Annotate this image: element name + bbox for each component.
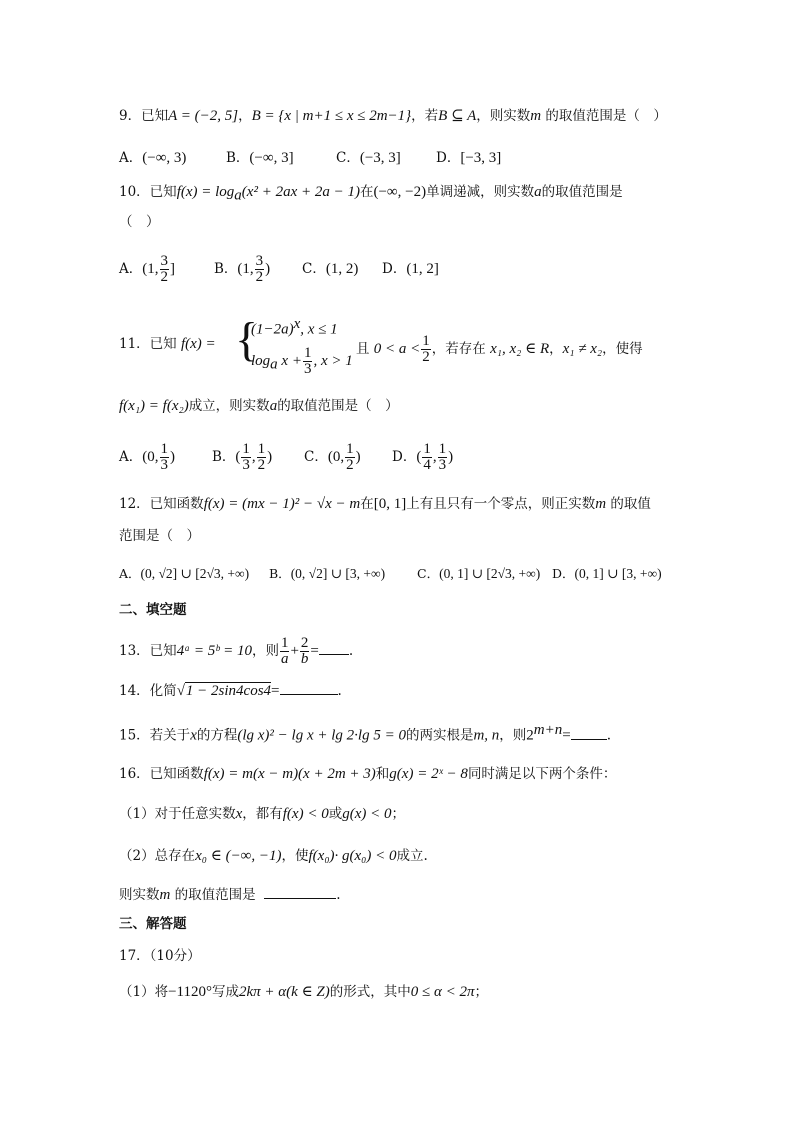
q15-end: . (606, 727, 612, 744)
q12-func: f(x) = (mx − 1)² − √x − m (203, 496, 361, 512)
q11-stem-b: 且 (356, 341, 370, 357)
q11-option-b (212, 442, 304, 473)
fraction (422, 442, 432, 473)
numerator: 1 (422, 333, 430, 349)
q16-last-text: 则实数 (119, 887, 160, 903)
q11-case-1 (251, 314, 338, 340)
question-11 (119, 334, 216, 354)
fraction (421, 334, 431, 365)
q16-last-text-b: 的取值范围是 (170, 887, 256, 903)
option-label: A． (119, 261, 143, 277)
numerator: 1 (438, 441, 447, 457)
option-close: ) (355, 449, 361, 465)
q15-eq: (lg x)² − lg x + lg 2·lg 5 = 0 (237, 727, 406, 744)
q9-option-b (226, 148, 336, 168)
question-10 (119, 182, 623, 206)
option-label: A． (119, 150, 143, 166)
q12-option-c (417, 564, 552, 584)
numerator: 1 (257, 441, 266, 457)
q16-stem: 16．已知函数 (119, 766, 204, 782)
section-heading-fill-in: 二、填空题 (119, 602, 187, 618)
q11-eq: f(x₁) = f(x₂) (119, 398, 189, 414)
sqrt-sign: √ (176, 683, 185, 699)
numerator: 3 (255, 253, 264, 269)
option-sep: , (251, 449, 256, 465)
q10-stem-b: 在 (359, 184, 374, 200)
q9-var: m (530, 108, 542, 124)
answer-blank[interactable] (571, 725, 607, 740)
q16-end: . (336, 887, 341, 903)
option-open: (1, (142, 261, 159, 277)
q10-interval: (−∞, −2) (373, 184, 427, 200)
option-sep: , (432, 449, 437, 465)
fraction (438, 442, 448, 473)
answer-blank[interactable] (319, 640, 349, 655)
q12-option-a (119, 564, 269, 584)
option-label: B． (212, 449, 236, 465)
q16-c2-e: f(x₀)· g(x₀) < 0 (308, 848, 397, 864)
q10-stem-d: 的取值范围是 (541, 184, 623, 200)
q12-stem: 12．已知函数 (119, 496, 204, 512)
option-label: B． (214, 261, 238, 277)
q9-set-b: B = {x | m+1 ≤ x ≤ 2m−1} (251, 108, 412, 124)
option-label: D． (392, 449, 417, 465)
option-value: (0, √2] ∪ [2√3, +∞) (140, 566, 250, 581)
option-close: ) (448, 449, 454, 465)
q11-option-d (392, 442, 453, 473)
denominator: 2 (255, 269, 264, 285)
q11-option-c (304, 442, 392, 473)
q11-options (119, 442, 453, 473)
q16-g: g(x) = 2ˣ − 8 (389, 766, 468, 782)
q16-answer-line (119, 884, 341, 905)
q9-option-d (436, 148, 501, 168)
q10-option-b (214, 254, 302, 285)
q16-f: f(x) = m(x − m)(x + 2m + 3) (203, 766, 376, 782)
q12-line-2: 范围是（ ） (119, 528, 200, 544)
q16-c1-e2: g(x) < 0 (342, 806, 392, 822)
q15-stem-b: 的方程 (196, 727, 238, 744)
q10-base: a (234, 187, 242, 204)
option-label: C． (302, 261, 326, 277)
numerator: 3 (160, 253, 168, 269)
q13-stem: 13．已知 (119, 643, 177, 659)
option-value: (0, √2] ∪ [3, +∞) (290, 566, 386, 581)
q17-p1-form: 2kπ + α(k ∈ Z) (239, 984, 330, 1000)
option-value: [−3, 3] (460, 150, 502, 166)
q11-option-a (119, 442, 212, 473)
q11-stem-d: ，使得 (602, 341, 643, 357)
denominator: 2 (422, 349, 430, 365)
fraction (300, 636, 310, 667)
option-label: C． (336, 150, 360, 166)
q11-text: 成立，则实数 (188, 398, 270, 414)
fraction (303, 346, 313, 377)
q10-stem: 10．已知 (119, 184, 177, 200)
option-close: ) (265, 261, 271, 277)
equals-sign: = (271, 683, 280, 699)
option-label: B． (269, 566, 291, 581)
q16-c1-or: 或 (328, 806, 343, 822)
denominator: b (300, 651, 309, 667)
fraction (160, 442, 170, 473)
option-open: ( (416, 449, 422, 465)
q11-line-2 (119, 396, 399, 416)
denominator: 2 (346, 457, 354, 473)
q16-c1-text: （1）对于任意实数 (119, 806, 236, 822)
q9-stem-d: 的取值范围是（ ） (541, 108, 667, 124)
option-label: A． (119, 449, 143, 465)
question-16 (119, 764, 616, 784)
q10-option-d (382, 259, 439, 279)
q15-stem-d: ，则 (499, 727, 527, 744)
option-label: D． (436, 150, 461, 166)
question-17-head: 17．（10分） (119, 948, 201, 964)
option-open: (0, (327, 449, 345, 465)
q9-option-a (119, 148, 226, 168)
q15-stem: 15．若关于 (119, 727, 191, 744)
q11-end: 的取值范围是（ ） (277, 398, 399, 414)
option-value: (−∞, 3) (142, 150, 187, 166)
equals-sign: = (562, 727, 571, 744)
q16-c2-text: （2）总存在 (119, 848, 196, 864)
q17-p1-text-b: 写成 (212, 984, 239, 1000)
q16-condition-2 (119, 846, 428, 866)
q15-stem-c: 的两实根是 (405, 727, 474, 744)
q11-neq: x₁ ≠ x₂ (562, 341, 603, 357)
option-open: (0, (142, 449, 159, 465)
q9-subset: B ⊆ A (438, 108, 477, 124)
q13-stem-b: ，则 (251, 643, 279, 659)
q10-stem-c: 单调递减，则实数 (426, 184, 535, 200)
fraction (280, 636, 290, 667)
q10-arg: (x² + 2ax + 2a − 1) (241, 184, 360, 200)
denominator: a (280, 651, 289, 667)
q14-stem: 14．化简 (119, 683, 177, 699)
q12-interval: [0, 1] (373, 496, 407, 512)
q9-comma: ， (238, 108, 252, 124)
q12-options (119, 564, 662, 584)
q11-comma: ， (549, 341, 563, 357)
q17-p1-text: （1）将 (119, 984, 169, 1000)
q16-c2-text-b: ，使 (281, 848, 309, 864)
q11-exists: x₁, x₂ ∈ R (490, 341, 550, 357)
q10-option-c (302, 259, 382, 279)
q16-c2-end: 成立. (396, 848, 428, 864)
q16-condition-1 (119, 804, 405, 824)
q14-end: . (337, 683, 342, 699)
q11-case-2 (251, 346, 353, 377)
option-label: D． (382, 261, 407, 277)
q16-c1-e1: f(x) < 0 (282, 806, 329, 822)
q11-func: f(x) = (180, 336, 216, 352)
numerator: 1 (423, 441, 431, 457)
q17-p1-end: ； (474, 984, 489, 1000)
equals-sign: = (310, 643, 319, 659)
q12-option-d (552, 564, 662, 584)
case1-exp: x (293, 316, 301, 332)
question-12 (119, 494, 651, 514)
q11-condition (356, 334, 643, 365)
denominator: 3 (242, 457, 250, 473)
question-15 (119, 720, 611, 746)
q17-p1-text-c: 的形式，其中 (329, 984, 411, 1000)
numerator: 1 (280, 635, 289, 651)
q12-stem-d: 的取值 (606, 496, 651, 512)
denominator: 3 (160, 457, 168, 473)
case2-cond: , x > 1 (313, 353, 353, 369)
fraction (160, 254, 170, 285)
q11-var: a (269, 398, 278, 414)
q14-expr: 1 − 2sin4cos4 (185, 683, 272, 699)
case2-x: x + (277, 353, 302, 369)
q11-stem: 11．已知 (119, 336, 177, 352)
q9-stem: 9．已知 (119, 108, 169, 124)
piecewise-brace: { (235, 313, 259, 366)
option-open: ( (235, 449, 241, 465)
q16-c1-text-b: ，都有 (242, 806, 283, 822)
q17-part-1 (119, 982, 488, 1002)
option-close: ] (170, 261, 175, 277)
q10-func: f(x) = log (176, 184, 235, 200)
case2-log: log (251, 353, 271, 369)
answer-blank[interactable] (280, 680, 338, 695)
numerator: 2 (300, 635, 309, 651)
fraction (255, 254, 265, 285)
option-label: A． (119, 566, 141, 581)
q9-set-a: A = (−2, 5] (168, 108, 239, 124)
q12-stem-c: 上有且只有一个零点，则正实数 (406, 496, 596, 512)
q9-options (119, 148, 501, 168)
q13-eq: 4ᵃ = 5ᵇ = 10 (176, 643, 252, 659)
q10-options (119, 254, 439, 285)
option-open: (1, (237, 261, 254, 277)
q16-last-var: m (159, 887, 171, 903)
section-heading-solutions: 三、解答题 (119, 916, 187, 932)
q11-stem-c: ，若存在 (431, 341, 486, 357)
answer-blank[interactable] (264, 884, 336, 899)
q10-var: a (534, 184, 542, 200)
option-value: (1, 2] (406, 261, 439, 277)
denominator: 3 (303, 361, 312, 377)
numerator: 1 (346, 441, 354, 457)
denominator: 3 (438, 457, 447, 473)
option-close: ) (267, 449, 273, 465)
q9-stem-c: ，则实数 (476, 108, 531, 124)
q13-end: . (348, 643, 354, 659)
case1-expr: (1−2a) (251, 321, 294, 338)
option-value: (−3, 3] (359, 150, 401, 166)
option-label: C． (417, 566, 440, 581)
fraction (345, 442, 355, 473)
q12-stem-b: 在 (360, 496, 374, 512)
plus-sign: + (290, 643, 299, 659)
option-label: C． (304, 449, 328, 465)
case1-cond: , x ≤ 1 (300, 321, 338, 338)
q12-option-b (269, 564, 417, 584)
q17-p1-cond: 0 ≤ α < 2π (410, 984, 475, 1000)
q12-var: m (595, 496, 607, 512)
option-value: (−∞, 3] (249, 150, 294, 166)
denominator: 4 (423, 457, 431, 473)
option-value: (0, 1] ∪ [3, +∞) (574, 566, 662, 581)
case2-base: a (270, 356, 278, 373)
option-value: (1, 2) (325, 261, 359, 277)
q16-c2-x0: x₀ ∈ (−∞, −1) (195, 848, 282, 864)
fraction (257, 442, 267, 473)
question-9 (119, 106, 667, 126)
q17-p1-val: −1120° (168, 984, 212, 1000)
option-label: B． (226, 150, 250, 166)
question-13 (119, 636, 353, 667)
fraction (241, 442, 251, 473)
numerator: 1 (160, 441, 168, 457)
numerator: 1 (303, 345, 312, 361)
q11-cond: 0 < a < (373, 341, 421, 357)
numerator: 1 (242, 441, 250, 457)
q15-var: x (190, 727, 197, 744)
denominator: 2 (257, 457, 266, 473)
q9-stem-b: ，若 (411, 108, 439, 124)
q16-c1-end: ； (391, 806, 405, 822)
option-label: D． (552, 566, 575, 581)
q16-and: 和 (375, 766, 390, 782)
denominator: 2 (160, 269, 168, 285)
q15-expr: 2 (526, 727, 534, 744)
q15-roots: m, n (473, 727, 500, 744)
option-value: (0, 1] ∪ [2√3, +∞) (439, 566, 541, 581)
q10-option-a (119, 254, 214, 285)
question-14 (119, 680, 342, 701)
q16-c1-var: x (235, 806, 243, 822)
q10-paren: （ ） (119, 214, 160, 230)
q16-stem-b: 同时满足以下两个条件： (467, 766, 617, 782)
option-close: ) (170, 449, 175, 465)
q15-exp: m+n (533, 722, 563, 738)
q9-option-c (336, 148, 436, 168)
